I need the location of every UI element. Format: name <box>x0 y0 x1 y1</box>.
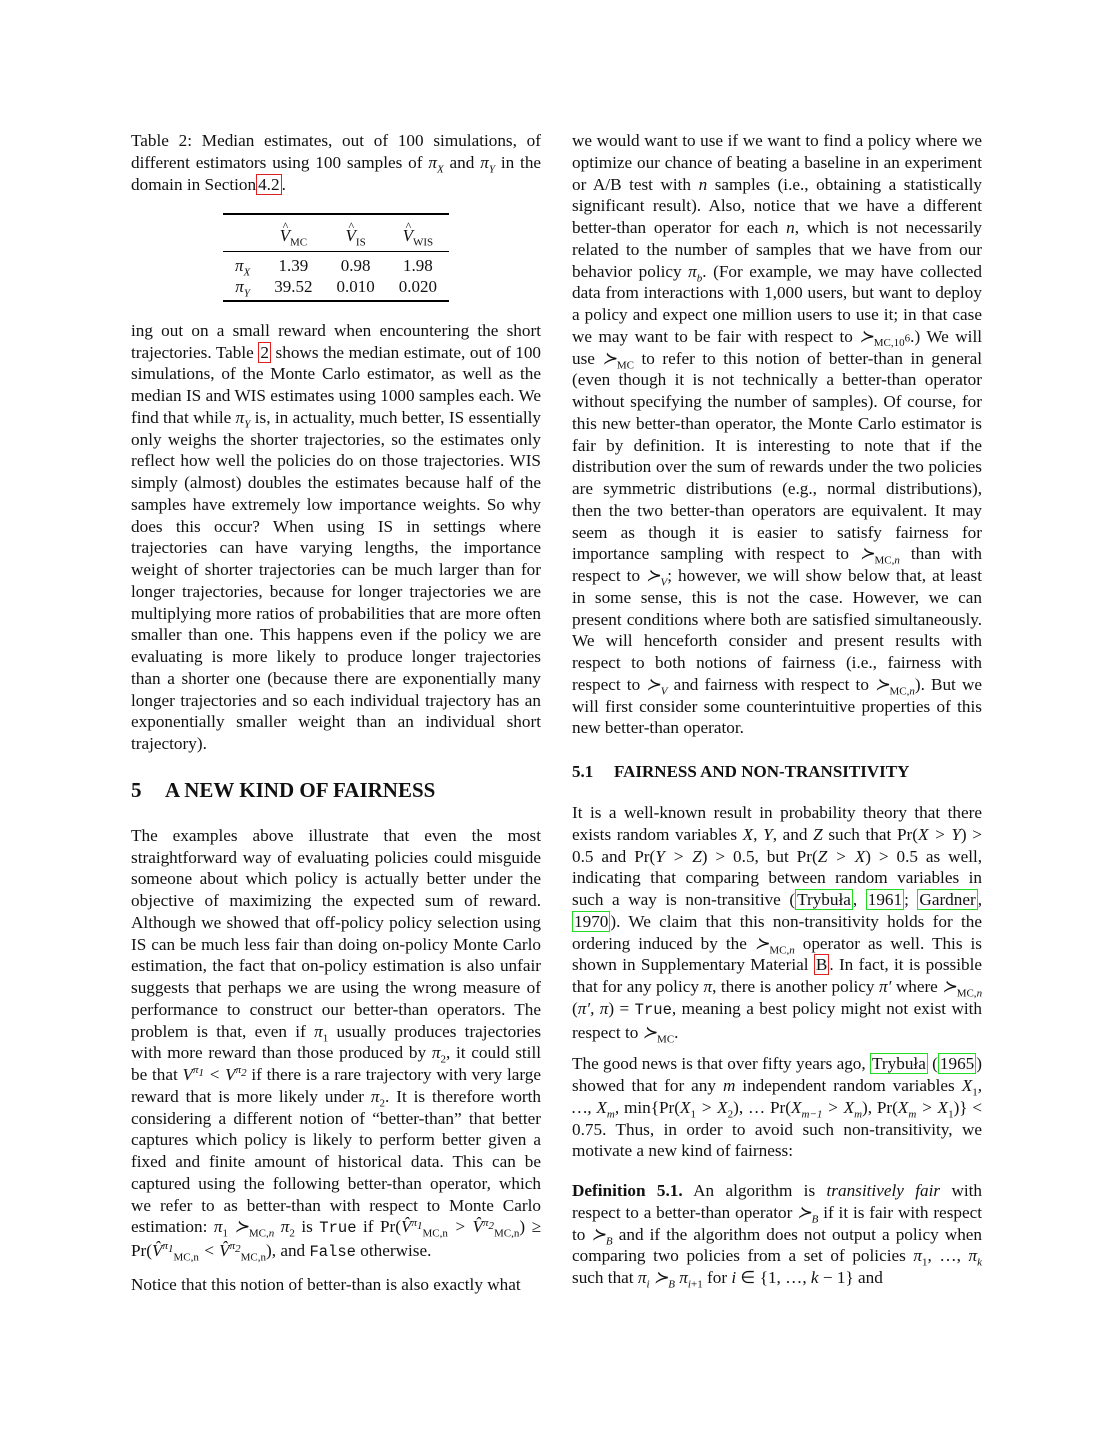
true-keyword: True <box>634 1000 672 1019</box>
section-ref-link[interactable]: 4.2 <box>258 174 280 194</box>
caption-label: Table 2: <box>131 131 193 150</box>
header-v-mc: ^ $V_{MC}$ <box>262 214 324 251</box>
table-row <box>223 276 449 301</box>
row-label: $\pi_Y$ <box>223 276 262 301</box>
table-cell: 39.52 <box>262 276 324 301</box>
definition: Definition 5.1. An algorithm is transitively fair with respect to a better-than operator $≻_B$ if it is fair with respect to $≻_B$ and if the algorithm does not output a policy when comparing two policies from a set of policies $\pi_1$, …, $\pi_k$ such that $\pi_i$ $≻_B$ $\pi_{i+1}$ for i ∈ {1, …, k − 1} and <box>572 1181 983 1291</box>
estimates-table <box>223 213 449 302</box>
citation-year-link[interactable]: 1965 <box>939 1054 975 1074</box>
right-column <box>572 130 982 1289</box>
citation-link[interactable]: Trybuła <box>872 1054 926 1074</box>
paragraph: Notice that this notion of better-than is also exactly what <box>131 1274 521 1294</box>
table-cell: 0.020 <box>387 276 449 301</box>
definition-label: Definition 5.1. <box>572 1181 683 1200</box>
true-keyword: True <box>319 1219 357 1238</box>
paragraph: The examples above illustrate that even the most straightforward way of evaluating policies could misguide someone about which policy is actually better under the objective of maximizing the expected sum of reward. Although we showed that off-policy policy selection using IS can be much less fair than doing on-policy Monte Carlo estimation, the fact that on-policy estimation is also unfair suggests that perhaps we are using the wrong measure of performance to construct our better-than operators. The problem is that, even if $\pi_1$ usually produces trajectories with more reward than those produced by $\pi_2$, it could still be that $V^{\pi_1} < V^{\pi_2}$ if there is a rare trajectory with very large reward that is more likely under $\pi_2$. It is therefore worth considering a different notion of “better-than” that better captures which policy is likely to perform better given a fixed and finite amount of historical data. This can be captured using the following better-than operator, which we refer to as better-than with respect to Monte Carlo estimation: $\pi_1$ $≻_{MC,n}$ $\pi_2$ is True if Pr(V̂$^{\pi_1}_{MC,n}$ > V̂$^{\pi_2}_{MC,n}$) ≥ Pr(V̂$^{\pi_1}_{MC,n}$ < V̂$^{\pi_2}_{MC,n}$), and False otherwise. <box>131 825 542 1264</box>
citation-link[interactable]: Trybuła <box>797 890 851 909</box>
citation-link[interactable]: Gardner <box>919 890 976 909</box>
citation-year-link[interactable]: 1970 <box>574 911 609 931</box>
left-column <box>131 130 541 1296</box>
table-cell: 1.98 <box>403 255 433 275</box>
header-v-is: ^ $V_{IS}$ <box>325 214 387 251</box>
table-caption: Table 2: Median estimates, out of 100 simulations, of different estimators using 100 samples of $\pi_X$ and $\pi_Y$ in the domain in Section 4.2 . <box>131 131 542 194</box>
row-label: $\pi_X$ <box>234 255 251 279</box>
header-v-wis: ^ $V_{WIS}$ <box>387 214 449 251</box>
paragraph: we would want to use if we want to find a policy where we optimize our chance of beating a baseline in an experiment or A/B test with n samples (i.e., obtaining a statistically significant result). Also, notice that we have a different better-than operator for each n, which is not necessarily related to the number of samples that we have from our behavior policy $\pi_b$. (For example, we may have collected data from interactions with 1,000 users, but want to deploy a policy and expect one million users to use it; in that case we may want to be fair with respect to $≻_{MC,10^6}$.) We will use $≻_{MC}$ to refer to this notion of better-than in general (even though it is not technically a better-than operator without specifying the number of samples). Of course, for this new better-than operator, the Monte Carlo estimator is fair by definition. It is interesting to note that if the distribution over the sum of rewards under the two policies are symmetric distributions (e.g., normal distributions), then the two better-than operators are equivalent. It may seem as though it is easier to satisfy fairness for importance sampling with respect to $≻_{MC,n}$ than with respect to $≻_V$; however, we will show below that, at least in some sense, this is not the case. However, we can present conditions where both are satisfied simultaneously. We will henceforth consider and present results with respect to both notions of fairness (i.e., fairness with respect to $≻_V$ and fairness with respect to $≻_{MC,n}$). But we will first consider some counterintuitive properties of this new better-than operator. <box>572 131 983 738</box>
paragraph: The good news is that over fifty years ago, Trybuła ( 1965 ) showed that for any m independent random variables $X_1$, …, $X_m$, $\min\{Pr(X_1 > X_2)$, … $Pr(X_{m-1} > X_m)$, $Pr(X_m > X_1)\} < 0.75$. Thus, in order to avoid such non-transitivity, we motivate a new kind of fairness: <box>572 1054 983 1161</box>
section-heading: 5 A NEW KIND OF FAIRNESS <box>131 777 436 802</box>
false-keyword: False <box>309 1243 356 1261</box>
table-ref-link[interactable]: 2 <box>260 342 269 362</box>
table-row <box>223 251 449 276</box>
subsection-heading: 5.1 FAIRNESS AND NON-TRANSITIVITY <box>572 762 910 781</box>
supplementary-ref-link[interactable]: B <box>815 955 828 975</box>
table-cell: 0.98 <box>340 255 371 275</box>
citation-year-link[interactable]: 1961 <box>867 890 903 909</box>
table-header-row <box>223 214 449 251</box>
paragraph: It is a well-known result in probability theory that there exists random variables X, Y, and Z such that Pr(X > Y) > 0.5 and Pr(Y > Z) > 0.5, but Pr(Z > X) > 0.5 as well, indicating that comparing between random variables in such a way is non-transitive ( Trybuła , 1961 ; Gardner , 1970 ). We claim that this non-transitivity holds for the ordering induced by the $≻_{MC,n}$ operator as well. This is shown in Supplementary Material B . In fact, it is possible that for any policy π, there is another policy π′ where $≻_{MC,n}$ (π′, π) = True, meaning a best policy might not exist with respect to $≻_{MC}$. <box>572 803 983 1045</box>
defined-term: transitively fair <box>826 1181 941 1200</box>
table-cell: 1.39 <box>278 255 309 275</box>
table-cell: 0.010 <box>325 276 387 301</box>
paragraph: ing out on a small reward when encountering the short trajectories. Table 2 shows the median estimate, out of 100 simulations, of the Monte Carlo estimator, as well as the median IS and WIS estimates using 1000 samples each. We find that while $\pi_Y$ is, in actuality, much better, IS essentially only weighs the shorter trajectories, so the estimates only reflect how well the policies do on those trajectories. WIS simply (almost) doubles the estimates because half of the samples have extremely low importance weights. So why does this occur? When using IS in settings where trajectories can have varying lengths, the importance weight of shorter trajectories can be much larger than for longer trajectories, because for longer trajectories we are multiplying more ratios of probabilities that are more often smaller than one. This happens even if the policy we are evaluating is more likely to produce longer trajectories than a shorter one (because there are exponentially many longer trajectories and so each individual trajectory has an exponentially smaller weight than an individual short trajectory). <box>131 320 542 753</box>
